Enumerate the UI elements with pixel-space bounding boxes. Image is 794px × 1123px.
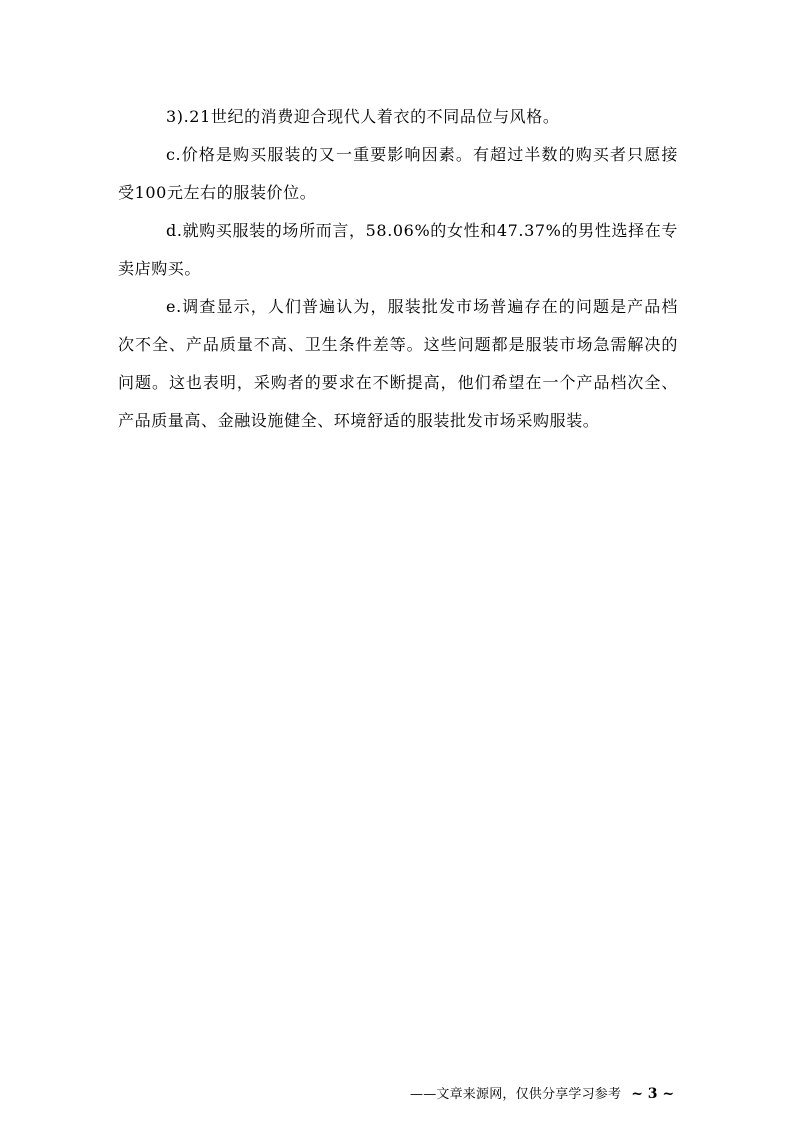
- page-number: ~ 3 ~: [631, 1086, 675, 1102]
- paragraph-purchase-location: d.就购买服装的场所而言，58.06%的女性和47.37%的男性选择在专卖店购买。: [118, 221, 678, 278]
- page-footer: [410, 1082, 675, 1106]
- paragraph-price-factor: c.价格是购买服装的又一重要影响因素。有超过半数的购买者只愿接受100元左右的服装价位。: [118, 145, 678, 202]
- paragraph-consumption-style: 3).21世纪的消费迎合现代人着衣的不同品位与风格。: [166, 107, 560, 126]
- paragraph-market-problems: e.调查显示，人们普遍认为，服装批发市场普遍存在的问题是产品档次不全、产品质量不高、卫生条件差等。这些问题都是服装市场急需解决的问题。这也表明，采购者的要求在不断提高，他们希望在一个产品档次全、产品质量高、金融设施健全、环境舒适的服装批发市场采购服装。: [118, 297, 678, 430]
- document-body: [118, 98, 678, 440]
- footer-source-text: ——文章来源网，仅供分享学习参考: [410, 1087, 622, 1102]
